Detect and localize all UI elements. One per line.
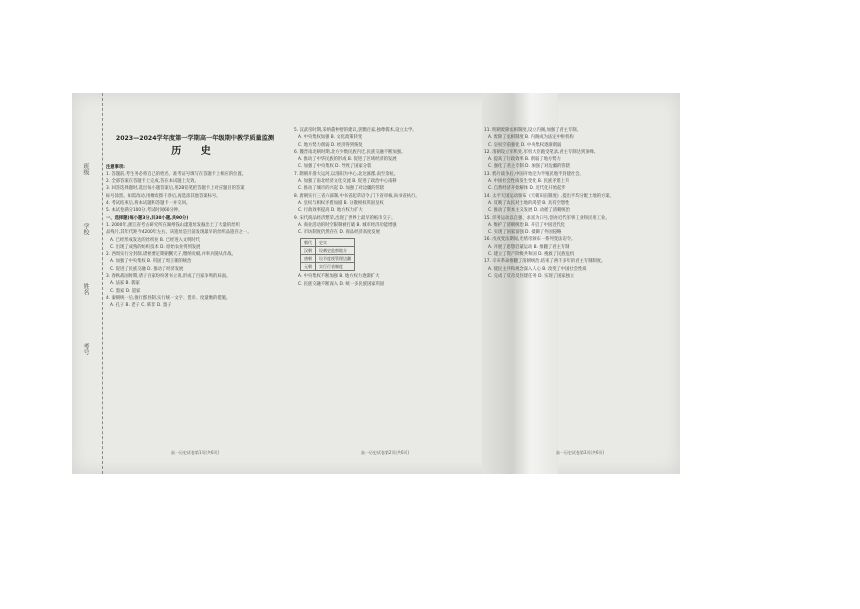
notice-heading: 注意事项: [106,164,125,170]
question-line: C. 出现了成熟的纺织技术 D. 原始农业得到发展 [110,244,201,250]
table-cell: 实行行省制度 [316,263,355,271]
exam-subject: 历 史 [171,146,219,158]
question-table [300,238,355,271]
question-line: 3. 春秋战国时期,诸子百家纷纷著书立说,形成了百家争鸣的局面。 [106,274,231,280]
notice-line: 2. 全部答案在答题卡上完成,答在本试题上无效。 [106,179,199,185]
question-line: 4. 秦朝统一后,推行郡县制,实行统一文字、货币、度量衡的措施。 [106,295,231,301]
question-line: C. 推动了城市的兴起 D. 加强了对边疆的管辖 [298,186,385,192]
page-footer: 高一历史试卷第1页(共6页) [170,449,220,455]
question-line: 5. 汉武帝时期,采纳董仲舒的建议,罢黜百家,独尊儒术,设立太学。 [294,128,417,133]
question-line: A. 使民主共和观念深入人心 B. 改变了中国社会性质 [488,266,587,272]
table-row [301,239,355,247]
exam-page-3 [484,93,676,474]
notice-line: 1. 答题前,考生务必将自己的姓名、准考证号填写在答题卡上相应的位置。 [106,171,247,177]
exam-title: 2023—2024学年度第一学期高一年级期中教学质量监测 [115,135,275,142]
question-line: C. 行政效率提高 D. 地方权力扩大 [298,208,363,214]
table-cell: 元朝 [301,263,316,271]
question-line: C. 实现了国家富强 D. 抵御了外国侵略 [488,230,562,236]
question-line: C. 地方势力削弱 D. 经济得到恢复 [298,142,363,148]
question-line: A. 反映了农民对土地的渴望 B. 具有空想性 [488,200,570,206]
exam-page-2 [294,93,476,474]
question-line: C. 促进了民族交融 D. 推动了经济发展 [110,266,184,272]
question-line: C. 强化了君主专制 D. 加强了对边疆的管辖 [488,164,570,170]
question-line: A. 推动了中华民族的形成 B. 促进了区域经济的发展 [298,157,397,163]
question-line: C. 民族交融不断深入 D. 统一多民族国家巩固 [298,281,385,287]
binding-margin [72,93,103,474]
question-line: 品残片,其年代距今4200年左右。该遗址是目前发现最早的丝织品遗存之一。 [106,230,252,236]
question-line: A. 开展了思想启蒙运动 B. 推翻了君主专制 [488,244,570,250]
question-line: 9. 宋代商品经济繁荣,出现了世界上最早的纸币交子。 [294,215,396,221]
question-line: A. 法家 B. 儒家 [110,281,140,287]
question-line: A. 加强了南北经济文化交流 B. 促进了政治中心南移 [298,179,397,185]
binding-label-class: 班级 [82,163,89,175]
question-line: C. 推动了资本主义发展 D. 动摇了清朝统治 [488,208,570,214]
question-line: 6. 魏晋南北朝时期,北方少数民族内迁,民族交融不断加强。 [294,149,406,155]
question-line: C. 加强了中央集权 D. 导致了国家分裂 [298,164,372,170]
notice-line: 标号涂黑。如需改动,用橡皮擦干净后,再选涂其他答案标号。 [106,193,221,199]
notice-list [106,171,284,215]
notice-line: 5. 本试卷满分100分,考试时间60分钟。 [106,208,183,214]
table-cell: 汉朝 [301,247,316,255]
question-line: 7. 隋朝开凿大运河,以洛阳为中心,北达涿郡,南至余杭。 [294,171,399,177]
table-cell: 唐朝 [301,255,316,263]
question-line: A. 皇权与相权矛盾加剧 B. 分散相权巩固皇权 [298,200,384,206]
binding-label-name: 姓名 [82,283,89,295]
page-footer: 高一历史试卷第3页(共6页) [555,449,605,455]
question-line: 1. 2000年,浙江省考古研究所在湖州钱山漾遗址发掘出土了大量的丝织 [106,222,240,228]
binding-label-number: 考号 [82,343,89,355]
question-line: 16. 戊戌变法期间,光绪帝颁布一系列变法诏令。 [484,237,576,243]
table-row [301,255,355,263]
exam-sheet [72,93,680,474]
question-line: C. 墨家 D. 道家 [110,288,141,294]
question-list [484,127,676,280]
question-line: A. 中央集权不断加强 B. 地方权力逐渐扩大 [298,274,380,280]
question-line: C. 市坊制度仍然存在 D. 商品经济高度发展 [298,230,380,236]
question-options [294,273,476,288]
question-line: 15. 洋务运动以自强、求富为口号,创办近代军事工业和民用工业。 [484,215,610,221]
question-line: C. 自然经济开始解体 D. 近代化开始起步 [488,186,566,192]
question-line: A. 提高了行政效率 B. 削弱了地方势力 [488,157,561,163]
table-cell: 朝代 [301,239,316,247]
question-line: A. 中国社会性质发生变化 B. 民族矛盾上升 [488,179,570,185]
question-line: A. 废除了丞相制度 B. 内阁成为法定中枢机构 [488,135,574,141]
question-line: A. 加强了中央集权 B. 巩固了周王朝的统治 [110,259,192,265]
table-cell: 设节度使管理边疆 [316,255,355,263]
question-line: C. 建立了资产阶级共和国 D. 挽救了民族危机 [488,252,575,258]
exam-page-1 [106,93,284,474]
table-row [301,247,355,255]
question-list [294,127,476,236]
question-line: A. 已经形成发达的丝织业 B. 已经进入文明时代 [110,237,200,243]
question-line: C. 皇权空前强化 D. 中央集权逐渐削弱 [488,142,562,148]
section-heading: 一、选择题(每小题3分,共30小题,共90分) [106,215,189,221]
notice-line: 4. 考试结束后,将本试题和答题卡一并交回。 [106,201,191,207]
question-line: 12. 清朝设立军机处,军机大臣跪受笔录,君主专制达到顶峰。 [484,149,599,155]
question-line: 14. 太平天国运动颁布《天朝田亩制度》,提出平均分配土地的方案。 [484,193,614,199]
question-line: 17. 辛亥革命推翻了清朝统治,结束了两千多年的君主专制制度。 [484,259,606,265]
question-line: 13. 鸦片战争后,中国开始沦为半殖民地半封建社会。 [484,171,584,177]
page-footer: 高一历史试卷第2页(共6页) [360,449,410,455]
table-cell: 设刺史监察地方 [316,247,355,255]
table-row [301,263,355,271]
question-line: 8. 唐朝实行三省六部制,中书省起草诏令,门下省审核,尚书省执行。 [294,193,420,199]
question-line: 2. 西周实行分封制,诸侯要定期朝觐天子,缴纳贡赋,并率兵随从作战。 [106,252,236,258]
question-list [106,222,284,310]
question-line: A. 中央集权加强 B. 文化政策转变 [298,135,363,141]
binding-label-school: 学校 [82,223,89,235]
question-line: 11. 明朝废除丞相制度,设立内阁,加强了君主专制。 [484,128,581,133]
question-line: C. 完成了反帝反封建任务 D. 实现了国家独立 [488,273,575,279]
question-line: A. 维护了清朝统治 B. 开启了中国近代化 [488,222,566,228]
question-line: A. 商业活动的时空限制被打破 B. 城市经济功能增强 [298,222,397,228]
notice-line: 3. 回答选择题时,选出每小题答案后,用2B铅笔把答题卡上对应题目的答案 [106,186,245,192]
question-line: A. 孔子 B. 老子 C. 韩非 D. 墨子 [110,303,172,309]
table-cell: 史实 [316,239,355,247]
